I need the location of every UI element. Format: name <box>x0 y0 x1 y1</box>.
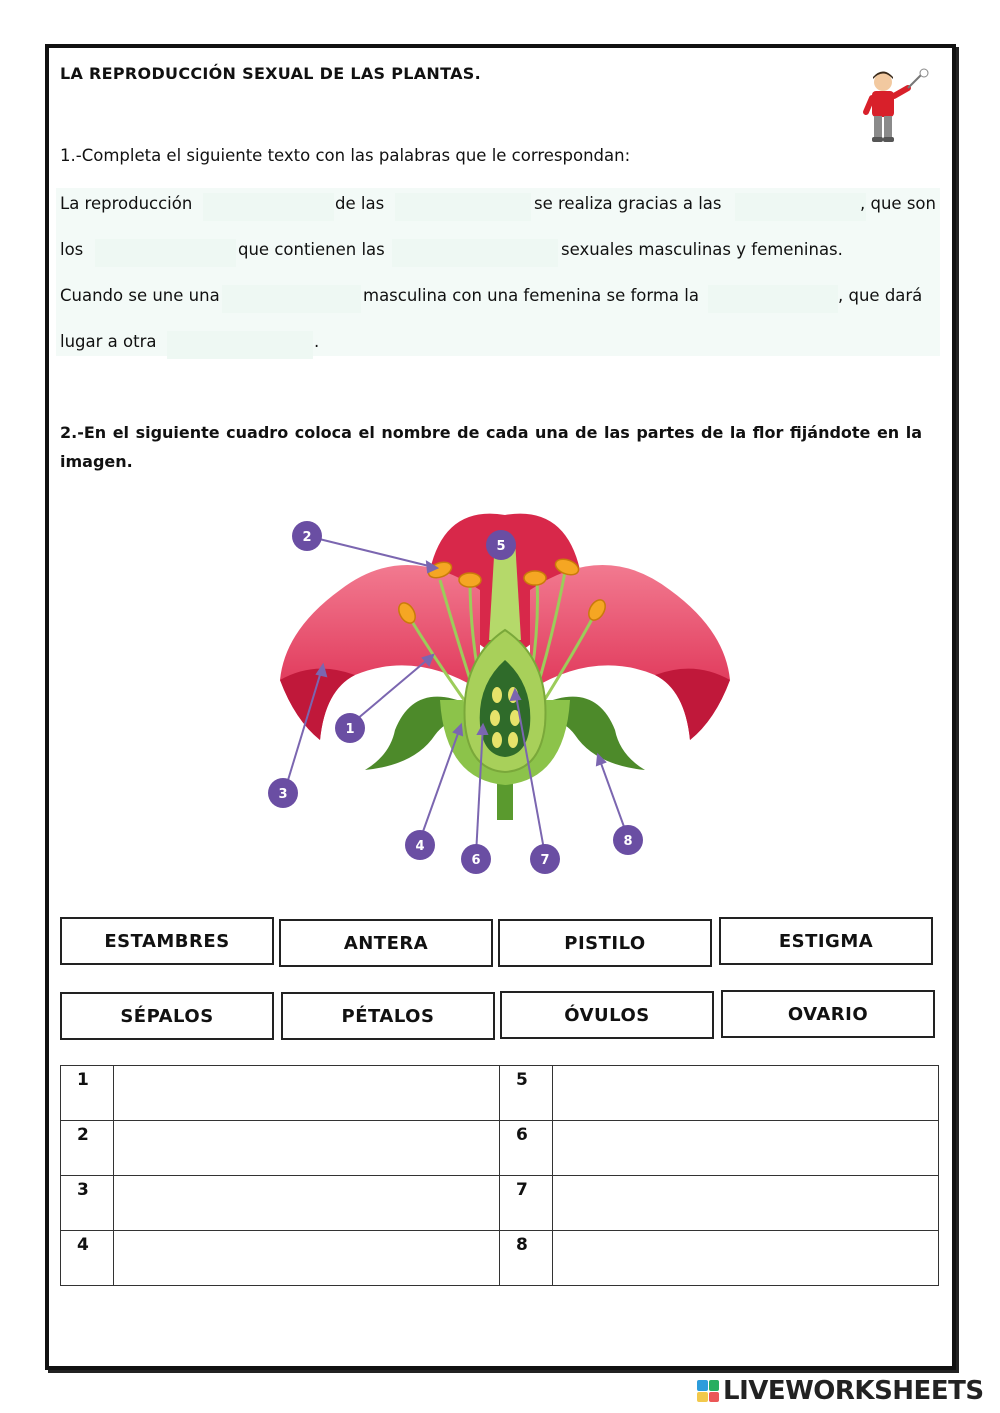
answer-input-4[interactable] <box>115 1232 498 1280</box>
word-tag-antera[interactable]: ANTERA <box>279 919 493 967</box>
answer-input-5[interactable] <box>554 1067 937 1115</box>
anther <box>459 573 481 587</box>
brand-name: LIVEWORKSHEETS <box>723 1376 984 1406</box>
blank-input-1[interactable] <box>203 193 334 221</box>
answer-number: 4 <box>61 1231 114 1286</box>
answer-cell[interactable] <box>552 1231 938 1286</box>
answer-number: 6 <box>499 1121 552 1176</box>
marker-8 <box>613 825 643 855</box>
exercise1-instruction: 1.-Completa el siguiente texto con las palabras que le correspondan: <box>60 146 631 165</box>
ovule <box>490 710 500 726</box>
anther <box>524 571 546 585</box>
marker-label: 5 <box>496 539 506 554</box>
worksheet-title: LA REPRODUCCIÓN SEXUAL DE LAS PLANTAS. <box>60 64 481 83</box>
marker-label: 1 <box>345 722 355 737</box>
answer-input-2[interactable] <box>115 1122 498 1170</box>
answer-number: 5 <box>499 1066 552 1121</box>
table-row <box>61 1231 939 1286</box>
text-segment: . <box>314 332 320 351</box>
answer-input-8[interactable] <box>554 1232 937 1280</box>
marker-6 <box>461 844 491 874</box>
answer-input-3[interactable] <box>115 1177 498 1225</box>
answer-cell[interactable] <box>552 1066 938 1121</box>
marker-5 <box>486 530 516 560</box>
text-segment: masculina con una femenina se forma la <box>363 286 699 305</box>
text-segment: , que son <box>860 194 936 213</box>
teacher-avatar <box>858 68 938 150</box>
marker-label: 2 <box>302 530 312 545</box>
answer-cell[interactable] <box>113 1121 499 1176</box>
table-row <box>61 1176 939 1231</box>
word-tag-estambres[interactable]: ESTAMBRES <box>60 917 274 965</box>
answer-cell[interactable] <box>552 1176 938 1231</box>
exercise2-instruction: 2.-En el siguiente cuadro coloca el nombre de cada una de las partes de la flor fijándote en la imagen. <box>60 423 922 471</box>
answer-number: 7 <box>499 1176 552 1231</box>
text-segment: sexuales masculinas y femeninas. <box>561 240 843 259</box>
answer-cell[interactable] <box>552 1121 938 1176</box>
word-tag-pistilo[interactable]: PISTILO <box>498 919 712 967</box>
answer-cell[interactable] <box>113 1176 499 1231</box>
word-tag-estigma[interactable]: ESTIGMA <box>719 917 933 965</box>
answer-table <box>60 1065 939 1286</box>
answer-input-7[interactable] <box>554 1177 937 1225</box>
text-segment: La reproducción <box>60 194 193 213</box>
text-segment: lugar a otra <box>60 332 157 351</box>
word-tag-ovulos[interactable]: ÓVULOS <box>500 991 714 1039</box>
ovule <box>508 732 518 748</box>
text-segment: , que dará <box>838 286 923 305</box>
answer-number: 2 <box>61 1121 114 1176</box>
blank-input-8[interactable] <box>167 331 313 359</box>
marker-label: 8 <box>623 834 633 849</box>
blank-input-6[interactable] <box>222 285 361 313</box>
answer-input-6[interactable] <box>554 1122 937 1170</box>
blank-input-3[interactable] <box>735 193 866 221</box>
text-segment: los <box>60 240 84 259</box>
marker-7 <box>530 844 560 874</box>
text-segment: de las <box>335 194 385 213</box>
liveworksheets-icon <box>697 1380 719 1402</box>
marker-2 <box>292 521 322 551</box>
answer-cell[interactable] <box>113 1231 499 1286</box>
marker-label: 4 <box>415 839 425 854</box>
answer-number: 3 <box>61 1176 114 1231</box>
ovule <box>492 732 502 748</box>
text-segment: Cuando se une una <box>60 286 220 305</box>
marker-label: 7 <box>540 853 550 868</box>
word-tag-ovario[interactable]: OVARIO <box>721 990 935 1038</box>
text-segment: se realiza gracias a las <box>534 194 722 213</box>
blank-input-2[interactable] <box>395 193 531 221</box>
word-tag-sepalos[interactable]: SÉPALOS <box>60 992 274 1040</box>
blank-input-7[interactable] <box>708 285 838 313</box>
answer-cell[interactable] <box>113 1066 499 1121</box>
marker-label: 3 <box>278 787 288 802</box>
marker-1 <box>335 713 365 743</box>
answer-number: 1 <box>61 1066 114 1121</box>
word-tag-petalos[interactable]: PÉTALOS <box>281 992 495 1040</box>
flower-diagram <box>265 510 745 890</box>
blank-input-5[interactable] <box>392 239 558 267</box>
answer-input-1[interactable] <box>115 1067 498 1115</box>
text-segment: que contienen las <box>238 240 385 259</box>
table-row <box>61 1121 939 1176</box>
table-row <box>61 1066 939 1121</box>
marker-label: 6 <box>471 853 481 868</box>
ovule <box>492 687 502 703</box>
liveworksheets-logo <box>697 1376 984 1406</box>
marker-3 <box>268 778 298 808</box>
answer-number: 8 <box>499 1231 552 1286</box>
marker-4 <box>405 830 435 860</box>
blank-input-4[interactable] <box>95 239 236 267</box>
